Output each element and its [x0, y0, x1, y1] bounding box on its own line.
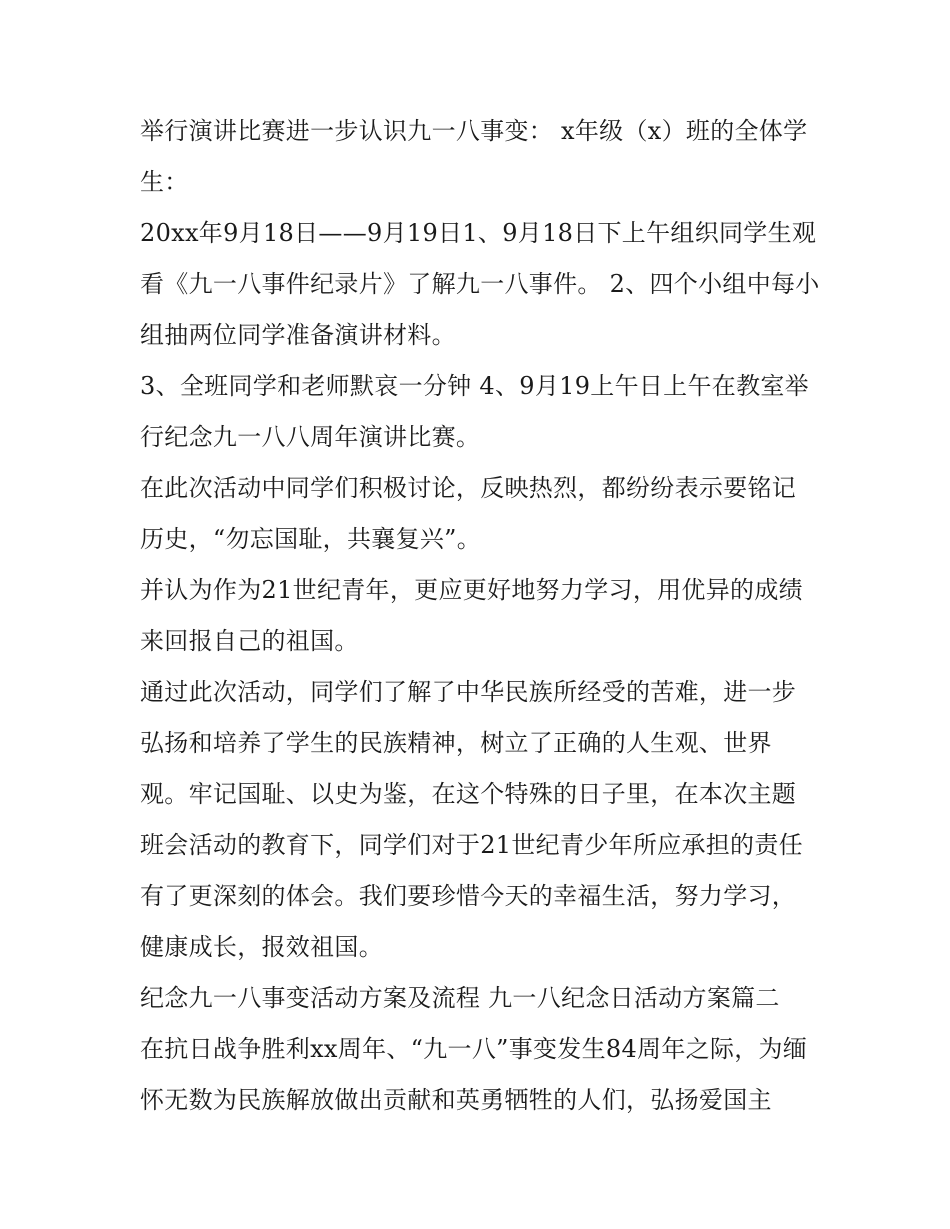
paragraph-section-heading: 纪念九一八事变活动方案及流程 九一八纪念日活动方案篇二 — [140, 984, 780, 1012]
paragraph-discussion: 在此次活动中同学们积极讨论，反映热烈，都纷纷表示要铭记历史，“勿忘国耻，共襄复兴”。 — [140, 474, 797, 553]
paragraph-plan-two-intro: 在抗日战争胜利xx周年、“九一八”事变发生84周年之际，为缅怀无数为民族解放做出贡献和英勇牺牲的人们，弘扬爱国主 — [140, 1035, 808, 1114]
paragraph-schedule: 20xx年9月18日——9月19日1、9月18日下上午组织同学生观看《九一八事件纪录片》了解九一八事件。 2、四个小组中每小组抽两位同学准备演讲材料。 — [140, 219, 820, 349]
document-body — [140, 106, 820, 1126]
paragraph-speech-contest: 3、全班同学和老师默哀一分钟 4、9月19上午日上午在教室举行纪念九一八八周年演讲比赛。 — [140, 372, 809, 451]
paragraph-activity-intro: 举行演讲比赛进一步认识九一八事变： x年级（x）班的全体学生： — [140, 117, 808, 196]
paragraph-study-goal: 并认为作为21世纪青年，更应更好地努力学习，用优异的成绩来回报自己的祖国。 — [140, 576, 803, 655]
paragraph-summary: 通过此次活动，同学们了解了中华民族所经受的苦难，进一步弘扬和培养了学生的民族精神，树立了正确的人生观、世界观。牢记国耻、以史为鉴，在这个特殊的日子里，在本次主题班会活动的教育下，同学们对于21世纪青少年所应承担的责任有了更深刻的体会。我们要珍惜今天的幸福生活，努力学习，健康成长，报效祖国。 — [140, 678, 803, 961]
